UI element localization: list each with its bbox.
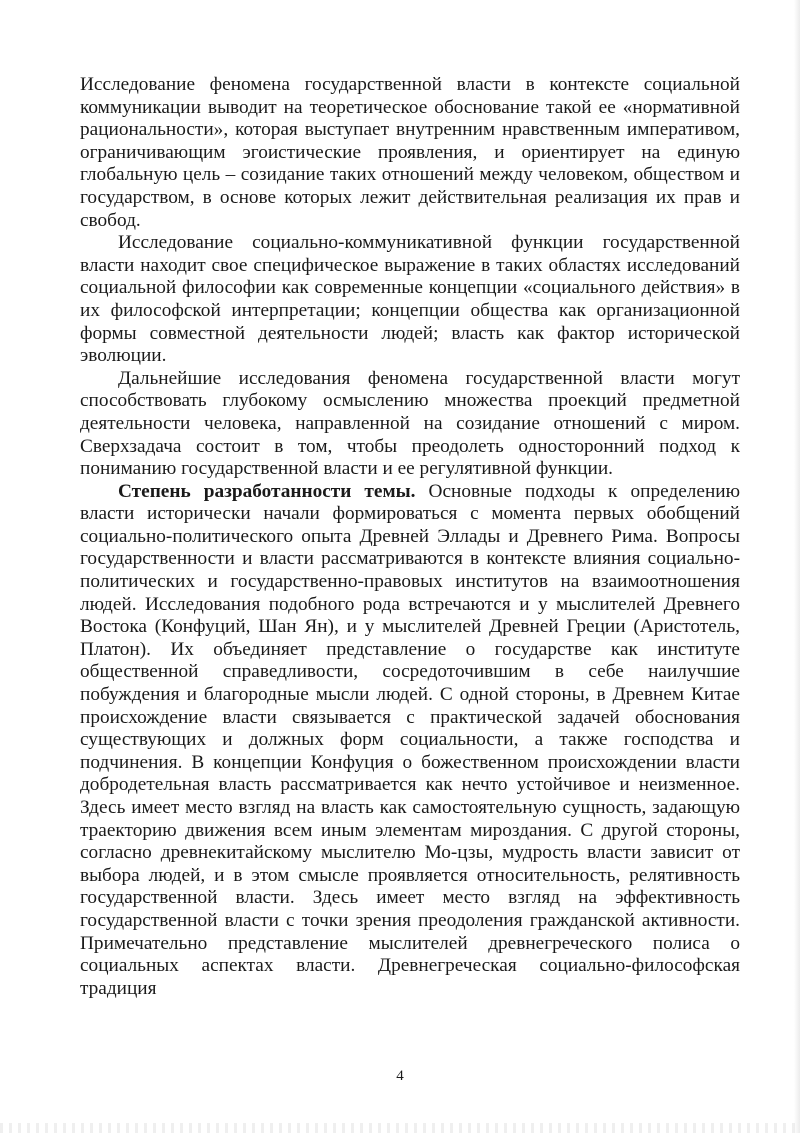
paragraph-2 [80, 232, 740, 368]
paragraph-1 [80, 74, 740, 232]
section-heading-degree-of-development: Степень разработанности темы. [118, 480, 416, 502]
paragraph-3 [80, 368, 740, 481]
paragraph-4-text: Основные подходы к определению власти исторически начали формироваться с момента первых обобщений социально-политического опыта Древней Эллады и Древнего Рима. Вопросы государственности и власти рассматриваются в контексте влияния социально-политических и государственно-правовых институтов на взаимоотношения людей. Исследования подобного рода встречаются и у мыслителей Древнего Востока (Конфуций, Шан Ян), и у мыслителей Древней Греции (Аристотель, Платон). Их объединяет представление о государстве как институте общественной справедливости, сосредоточившим в себе наилучшие побуждения и благородные мысли людей. С одной стороны, в Древнем Китае происхождение власти связывается с практической задачей обоснования существующих и должных форм социальности, а также господства и подчинения. В концепции Конфуция о божественном происхождении власти добродетельная власть рассматривается как нечто устойчивое и неизменное. Здесь имеет место взгляд на власть как самостоятельную сущность, задающую траекторию движения всем иным элементам мироздания. С другой стороны, согласно древнекитайскому мыслителю Мо-цзы, мудрость власти зависит от выбора людей, и в этом смысле проявляется относительность, релятивность государственной власти. Здесь имеет место взгляд на эффективность государственной власти с точки зрения преодоления гражданской активности. Примечательно представление мыслителей древнегреческого полиса о социальных аспектах власти. Древнегреческая социально-философская традиция [80, 480, 740, 999]
page-number: 4 [396, 1068, 404, 1084]
paragraph-2-text: Исследование социально-коммуникативной функции государственной власти находит свое специфическое выражение в таких областях исследований социальной философии как современные концепции «социального действия» в их философской интерпретации; концепции общества как организационной формы совместной деятельности людей; власть как фактор исторической эволюции. [80, 232, 740, 367]
body-text [80, 74, 740, 1000]
paragraph-1-text: Исследование феномена государственной власти в контексте социальной коммуникации выводит на теоретическое обоснование такой ее «нормативной рациональности», которая выступает внутренним нравственным императивом, ограничивающим эгоистические проявления, и ориентирует на единую глобальную цель – созидание таких отношений между человеком, обществом и государством, в основе которых лежит действительная реализация их прав и свобод. [80, 74, 740, 231]
scan-edge-shadow [794, 0, 800, 1133]
paragraph-3-text: Дальнейшие исследования феномена государственной власти могут способствовать глубокому осмыслению множества проекций предметной деятельности человека, направленной на созидание отношений с миром. Сверхзадача состоит в том, чтобы преодолеть односторонний подход к пониманию государственной власти и ее регулятивной функции. [80, 367, 740, 480]
paragraph-4 [80, 481, 740, 1001]
scan-bottom-noise [0, 1123, 800, 1133]
